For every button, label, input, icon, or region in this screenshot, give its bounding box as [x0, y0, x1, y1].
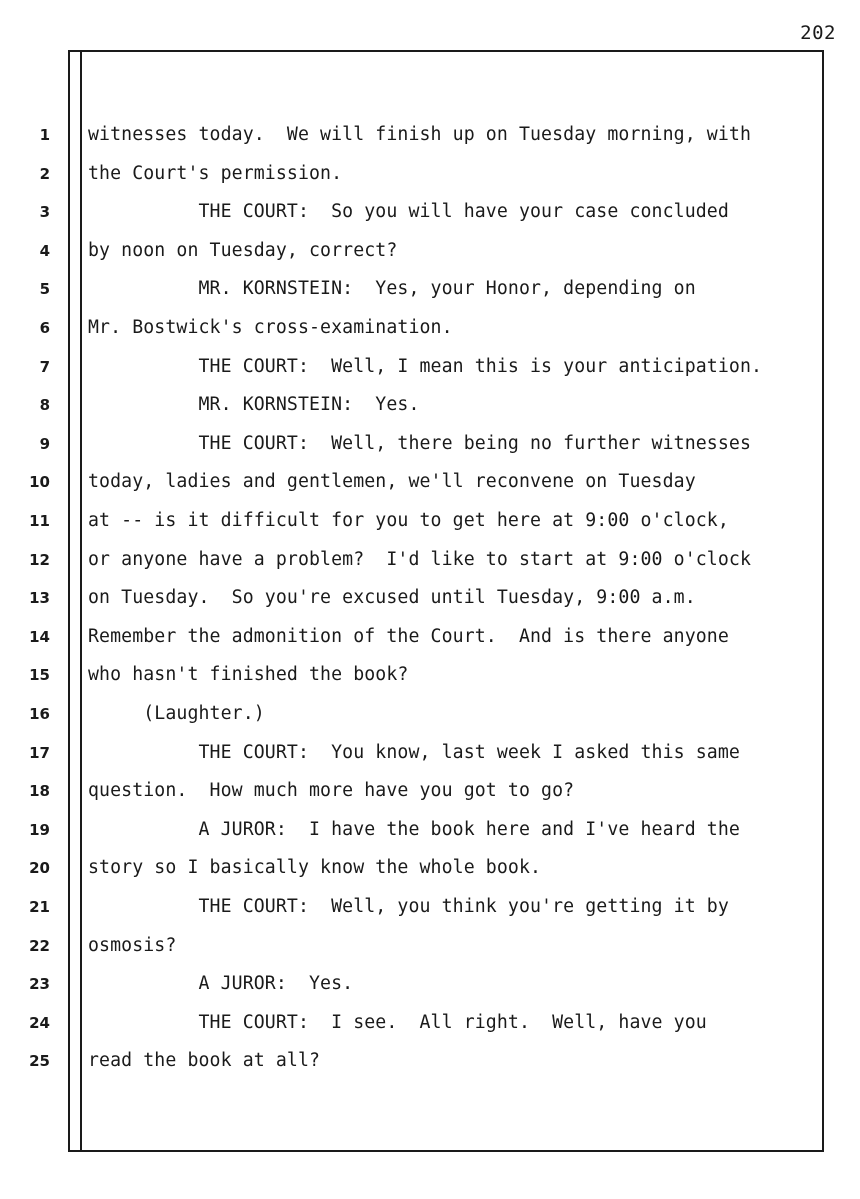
- line-number: 11: [29, 512, 50, 530]
- line-number: 6: [39, 319, 50, 337]
- line-number: 10: [29, 473, 50, 492]
- transcript-line: osmosis?: [88, 934, 177, 956]
- line-number: 12: [29, 550, 50, 569]
- transcript-line: today, ladies and gentlemen, we'll reconvene on Tuesday: [88, 471, 696, 493]
- line-number: 3: [39, 203, 50, 222]
- transcript-line: or anyone have a problem? I'd like to start at 9:00 o'clock: [88, 548, 751, 570]
- line-number: 18: [29, 782, 50, 801]
- transcript-line: who hasn't finished the book?: [88, 664, 409, 686]
- transcript-line: THE COURT: Well, I mean this is your anticipation.: [88, 355, 763, 377]
- transcript-line: A JUROR: Yes.: [88, 973, 354, 995]
- line-number: 4: [39, 241, 50, 260]
- line-number: 15: [29, 666, 50, 685]
- transcript-line: A JUROR: I have the book here and I've heard the: [88, 818, 740, 840]
- line-number: 19: [29, 820, 50, 839]
- line-number: 23: [29, 975, 50, 994]
- line-number: 21: [29, 898, 50, 916]
- transcript-line: MR. KORNSTEIN: Yes.: [88, 394, 420, 416]
- page-number: 202: [800, 22, 836, 44]
- line-number: 9: [39, 434, 50, 453]
- transcript-line: story so I basically know the whole book.: [88, 857, 542, 879]
- line-number: 24: [29, 1013, 50, 1032]
- transcript-line: (Laughter.): [88, 703, 265, 724]
- transcript-line: the Court's permission.: [88, 162, 343, 184]
- line-number: 16: [29, 705, 50, 723]
- transcript-line: Remember the admonition of the Court. And is there anyone: [88, 625, 729, 647]
- line-number: 25: [29, 1052, 50, 1071]
- line-number: 1: [39, 126, 50, 144]
- line-number: 22: [29, 936, 50, 955]
- margin-rule: [80, 52, 82, 1150]
- line-number: 7: [39, 357, 50, 376]
- transcript-line: on Tuesday. So you're excused until Tuesday, 9:00 a.m.: [88, 587, 696, 609]
- line-number: 14: [29, 627, 50, 646]
- transcript-line: Mr. Bostwick's cross-examination.: [88, 317, 453, 338]
- transcript-line: THE COURT: Well, there being no further witnesses: [88, 432, 751, 454]
- transcript-line: THE COURT: So you will have your case concluded: [88, 201, 729, 223]
- transcript-line: MR. KORNSTEIN: Yes, your Honor, depending on: [88, 278, 696, 300]
- line-number: 5: [39, 280, 50, 299]
- line-number: 20: [29, 859, 50, 878]
- transcript-line: witnesses today. We will finish up on Tuesday morning, with: [88, 124, 751, 145]
- line-number: 17: [29, 743, 50, 762]
- transcript-line: THE COURT: I see. All right. Well, have you: [88, 1011, 707, 1033]
- transcript-line: THE COURT: Well, you think you're getting it by: [88, 896, 729, 917]
- transcript-line: by noon on Tuesday, correct?: [88, 239, 398, 261]
- transcript-line: read the book at all?: [88, 1050, 321, 1072]
- transcript-line: at -- is it difficult for you to get here at 9:00 o'clock,: [88, 510, 729, 531]
- line-number: 13: [29, 589, 50, 608]
- line-number: 2: [39, 164, 50, 183]
- transcript-line: THE COURT: You know, last week I asked this same: [88, 741, 740, 763]
- line-number: 8: [39, 396, 50, 415]
- transcript-line: question. How much more have you got to go?: [88, 780, 575, 802]
